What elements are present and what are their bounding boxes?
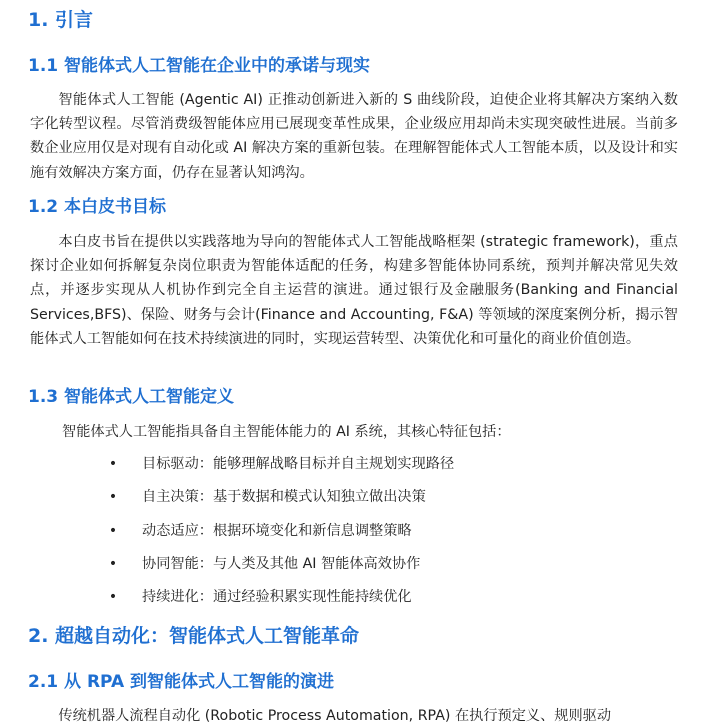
list-item bbox=[108, 585, 454, 609]
heading-definition: 1.3 智能体式人工智能定义 bbox=[28, 387, 235, 407]
paragraph-rpa-evolution: 传统机器人流程自动化 (Robotic Process Automation, RPA) 在执行预定义、规则驱动 bbox=[58, 708, 612, 724]
definition-lead: 智能体式人工智能指具备自主智能体能力的 AI 系统，其核心特征包括： bbox=[62, 424, 511, 440]
list-item bbox=[108, 552, 454, 576]
paragraph-whitepaper-goals: 本白皮书旨在提供以实践落地为导向的智能体式人工智能战略框架 (strategic framework)，重点探讨企业如何拆解复杂岗位职责为智能体适配的任务，构建多智能体协同系统，预判并解决常见失效点，并逐步实现从人机协作到完全自主运营的演进。通过银行及金融服务(Banking and Financial Services,BFS)、保险、财务与会计(Finance and Accounting, F&A) 等领域的深度案例分析，揭示智能体式人工智能如何在技术持续演进的同时，实现运营转型、决策优化和可量化的商业价值创造。 bbox=[30, 234, 678, 347]
paragraph-promise-and-reality: 智能体式人工智能 (Agentic AI) 正推动创新进入新的 S 曲线阶段，迫使企业将其解决方案纳入数字化转型议程。尽管消费级智能体应用已展现变革性成果，企业级应用却尚未实现突破性进展。当前多数企业应用仅是对现有自动化或 AI 解决方案的重新包装。在理解智能体式人工智能本质，以及设计和实施有效解决方案方面，仍存在显著认知鸿沟。 bbox=[30, 92, 678, 181]
heading-promise-and-reality: 1.1 智能体式人工智能在企业中的承诺与现实 bbox=[28, 56, 371, 76]
heading-beyond-automation: 2. 超越自动化：智能体式人工智能革命 bbox=[28, 625, 360, 647]
list-item-text: 协同智能：与人类及其他 AI 智能体高效协作 bbox=[142, 555, 421, 572]
list-item bbox=[108, 452, 454, 476]
heading-introduction: 1. 引言 bbox=[28, 9, 94, 31]
heading-rpa-evolution: 2.1 从 RPA 到智能体式人工智能的演进 bbox=[28, 672, 335, 692]
characteristics-list bbox=[108, 452, 454, 618]
heading-whitepaper-goals: 1.2 本白皮书目标 bbox=[28, 197, 167, 217]
list-item-text: 动态适应：根据环境变化和新信息调整策略 bbox=[142, 522, 412, 539]
list-item-text: 目标驱动：能够理解战略目标并自主规划实现路径 bbox=[142, 456, 455, 472]
bullet-icon: • bbox=[108, 489, 118, 506]
list-item bbox=[108, 519, 454, 543]
list-item bbox=[108, 485, 454, 509]
bullet-icon: • bbox=[108, 589, 118, 606]
bullet-icon: • bbox=[108, 522, 118, 539]
list-item-text: 持续进化：通过经验积累实现性能持续优化 bbox=[142, 589, 412, 606]
list-item-text: 自主决策：基于数据和模式认知独立做出决策 bbox=[142, 489, 426, 506]
bullet-icon: • bbox=[108, 555, 118, 572]
bullet-icon: • bbox=[108, 456, 118, 472]
